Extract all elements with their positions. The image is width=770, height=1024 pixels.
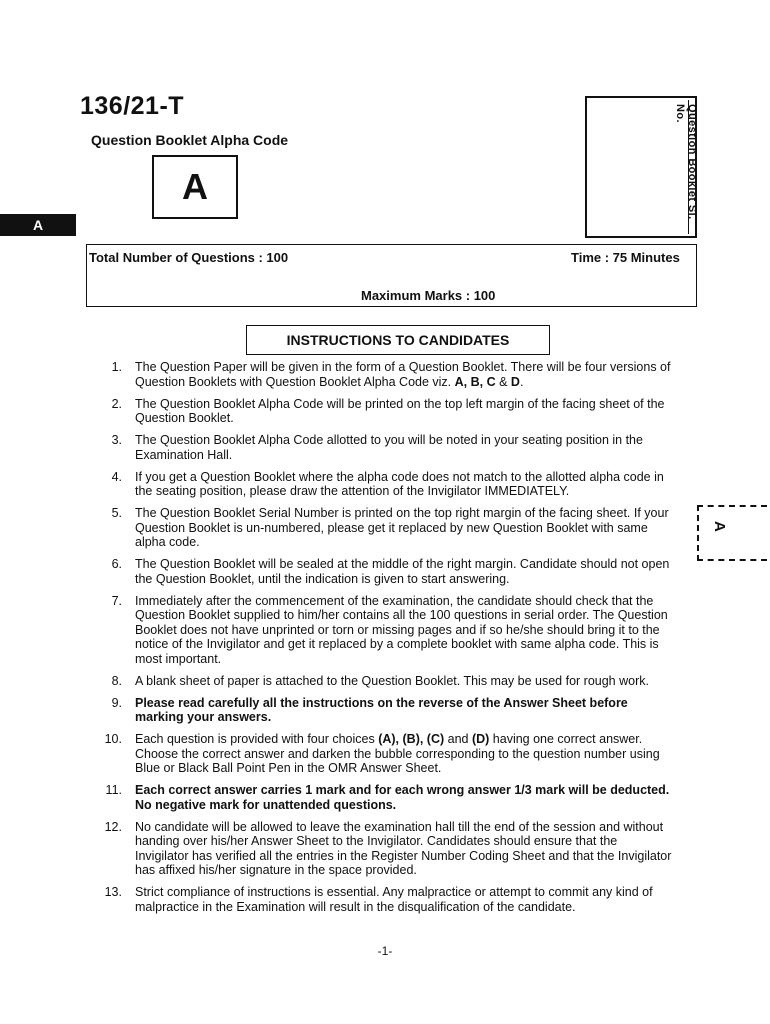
instruction-item xyxy=(100,594,672,667)
instruction-item xyxy=(100,885,672,914)
instruction-number: 8. xyxy=(111,673,122,688)
instruction-number: 10. xyxy=(104,732,122,746)
instruction-text: If you get a Question Booklet where the alpha code does not match to the allotted alpha code in the seating position, please draw the attention of the Invigilator IMMEDIATELY. xyxy=(135,469,664,498)
instruction-text: Immediately after the commencement of the examination, the candidate should check that the Question Booklet supplied to him/her contains all the 100 questions in serial order. The Question Booklet does not have unprinted or torn or missing pages and if so he/she should bring it to the notice of the Invigilator and get it replaced by a complete booklet with same alpha code. This is most important. xyxy=(135,593,668,666)
instruction-number: 9. xyxy=(111,695,122,710)
instruction-item xyxy=(100,506,672,550)
instruction-text-bold: Please read carefully all the instructions on the reverse of the Answer Sheet before marking your answers. xyxy=(135,695,628,724)
alpha-code-box: A xyxy=(152,155,238,219)
instruction-item xyxy=(100,433,672,462)
instruction-item xyxy=(100,783,672,812)
instruction-number: 5. xyxy=(111,506,122,520)
instruction-text-bold: A, B, C xyxy=(454,374,496,389)
instruction-text: The Question Booklet Alpha Code will be printed on the top left margin of the facing sheet of the Question Booklet. xyxy=(135,396,665,425)
instruction-text: No candidate will be allowed to leave the examination hall till the end of the session and without handing over his/her Answer Sheet to the Invigilator. Candidates should ensure that the Invigilator has verified all the entries in the Register Number Coding Sheet and that the Invigilator has affixed his/her signature in the space provided. xyxy=(135,819,672,877)
instruction-text: The Question Booklet Serial Number is printed on the top right margin of the facing sheet. If your Question Booklet is un-numbered, please get it replaced by new Question Booklet with same alpha code. xyxy=(135,506,669,549)
alpha-code-side-tab: A xyxy=(0,214,76,236)
page-number: -1- xyxy=(377,944,393,958)
instruction-text: The Question Booklet Alpha Code allotted to you will be noted in your seating position in the Examination Hall. xyxy=(135,433,643,462)
instruction-number: 1. xyxy=(111,360,122,374)
instruction-number: 7. xyxy=(111,593,122,608)
instruction-text-bold: Each correct answer carries 1 mark and for each wrong answer 1/3 mark will be deducted. No negative mark for unattended questions. xyxy=(135,783,670,812)
question-code-number: 136/21-T xyxy=(80,92,185,120)
instruction-item xyxy=(100,360,672,389)
instruction-item xyxy=(100,820,672,878)
instruction-item xyxy=(100,470,672,499)
instruction-number: 11. xyxy=(105,783,122,797)
total-questions: Total Number of Questions : 100 xyxy=(89,250,289,265)
serial-number-box xyxy=(585,96,697,238)
instruction-text: Each question is provided with four choices xyxy=(135,732,379,746)
instruction-number: 4. xyxy=(111,469,122,484)
instructions-heading: INSTRUCTIONS TO CANDIDATES xyxy=(246,325,550,355)
instruction-item xyxy=(100,732,672,776)
exam-time: Time : 75 Minutes xyxy=(571,250,680,265)
instruction-text: having one correct answer. Choose the correct answer and darken the bubble corresponding to the question number using Blue or Black Ball Point Pen in the OMR Answer Sheet. xyxy=(135,732,660,775)
instruction-text: The Question Paper will be given in the form of a Question Booklet. There will be four versions of Question Booklets with Question Booklet Alpha Code viz. xyxy=(135,360,671,389)
instruction-text: A blank sheet of paper is attached to the Question Booklet. This may be used for rough work. xyxy=(135,673,649,688)
instruction-text: The Question Booklet will be sealed at the middle of the right margin. Candidate should not open the Question Booklet, until the indication is given to start answering. xyxy=(135,557,670,586)
seal-marker-letter: A xyxy=(711,521,728,532)
instruction-text-bold: D xyxy=(510,374,520,389)
instruction-text-bold: (A), (B), (C) xyxy=(378,732,445,746)
instruction-number: 12. xyxy=(104,819,122,834)
instruction-item xyxy=(100,674,672,689)
instruction-item xyxy=(100,557,672,586)
instruction-item xyxy=(100,696,672,725)
seal-marker-box xyxy=(697,505,767,561)
instruction-text: . xyxy=(519,374,524,389)
instruction-number: 3. xyxy=(111,433,122,447)
instruction-text: & xyxy=(495,374,511,389)
instruction-text-bold: (D) xyxy=(471,732,490,746)
serial-number-label: Question Booklet Sl. No. xyxy=(674,104,698,220)
instruction-number: 13. xyxy=(104,885,122,899)
instruction-item xyxy=(100,397,672,426)
instruction-text: Strict compliance of instructions is essential. Any malpractice or attempt to commit any kind of malpractice in the Examination will result in the disqualification of the candidate. xyxy=(135,885,653,914)
instruction-number: 2. xyxy=(111,396,122,411)
instruction-text: and xyxy=(444,732,472,746)
instructions-list xyxy=(100,360,672,922)
instruction-number: 6. xyxy=(111,557,122,571)
maximum-marks: Maximum Marks : 100 xyxy=(361,288,496,303)
alpha-code-label: Question Booklet Alpha Code xyxy=(91,132,289,148)
